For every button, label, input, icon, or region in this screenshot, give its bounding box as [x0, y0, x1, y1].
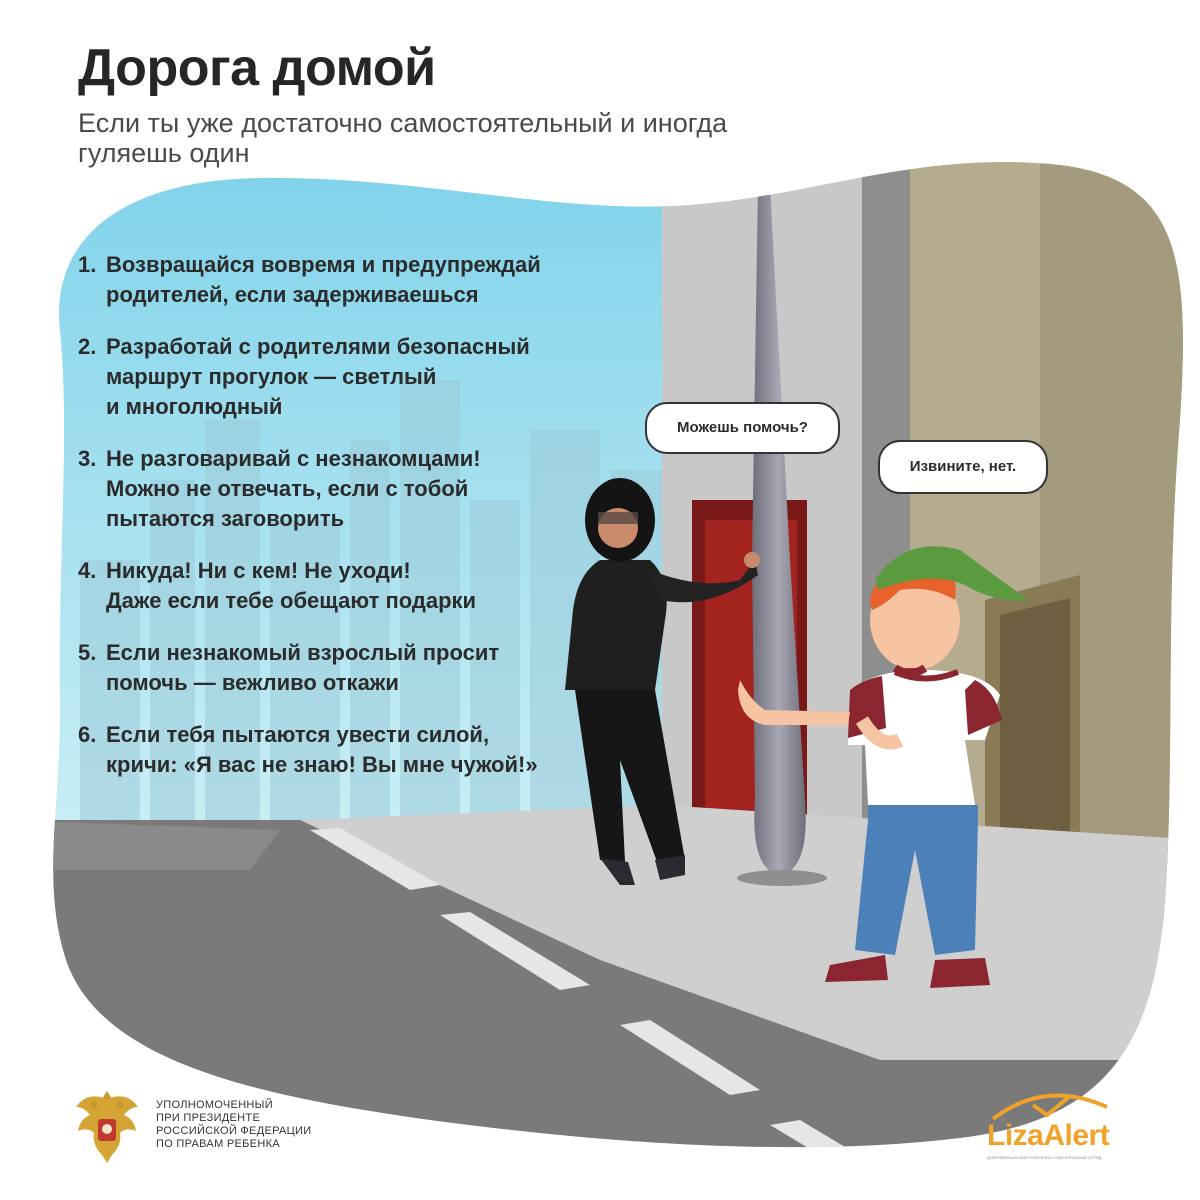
rule-text: Не разговаривай с незнакомцами! Можно не отвечать, если с тобой пытаются заговорить: [106, 446, 481, 531]
lizaalert-logo: [985, 1085, 1115, 1165]
rule-text: Если тебя пытаются увести силой, кричи: «Я вас не знаю! Вы мне чужой!»: [106, 722, 538, 777]
rule-number: 1.: [78, 252, 97, 277]
brand-name: LizaAlert: [987, 1119, 1110, 1152]
rule-number: 3.: [78, 446, 97, 471]
rule-item: [78, 638, 618, 698]
coat-of-arms-icon: [72, 1085, 142, 1167]
brand-motto: ДОБРОВОЛЬЧЕСКИЙ ПОИСКОВО-СПАСАТЕЛЬНЫЙ ОТРЯД: [987, 1155, 1102, 1160]
stranger-speech-bubble: [645, 402, 840, 454]
rule-number: 4.: [78, 558, 97, 583]
stranger-speech-text: Можешь помочь?: [677, 419, 808, 436]
rule-number: 5.: [78, 640, 97, 665]
rule-item: [78, 332, 618, 422]
safety-rules-list: [78, 250, 618, 802]
rule-item: [78, 250, 618, 310]
rule-text: Если незнакомый взрослый просит помочь — вежливо откажи: [106, 640, 500, 695]
rule-number: 6.: [78, 722, 97, 747]
rule-text: Возвращайся вовремя и предупреждай родителей, если задерживаешься: [106, 252, 541, 307]
rule-item: [78, 444, 618, 534]
ombudsman-title: УПОЛНОМОЧЕННЫЙ ПРИ ПРЕЗИДЕНТЕ РОССИЙСКОЙ ФЕДЕРАЦИИ ПО ПРАВАМ РЕБЕНКА: [156, 1099, 312, 1150]
rule-text: Никуда! Ни с кем! Не уходи! Даже если тебе обещают подарки: [106, 558, 477, 613]
page-subtitle: Если ты уже достаточно самостоятельный и иногда гуляешь один: [78, 108, 728, 168]
ombudsman-logo: [72, 1085, 326, 1167]
child-speech-bubble: [878, 440, 1048, 494]
rule-item: [78, 720, 618, 780]
rule-item: [78, 556, 618, 616]
rule-text: Разработай с родителями безопасный маршрут прогулок — светлый и многолюдный: [106, 334, 530, 419]
child-speech-text: Извините, нет.: [909, 458, 1017, 475]
rule-number: 2.: [78, 334, 97, 359]
page-title: Дорога домой: [78, 39, 436, 97]
